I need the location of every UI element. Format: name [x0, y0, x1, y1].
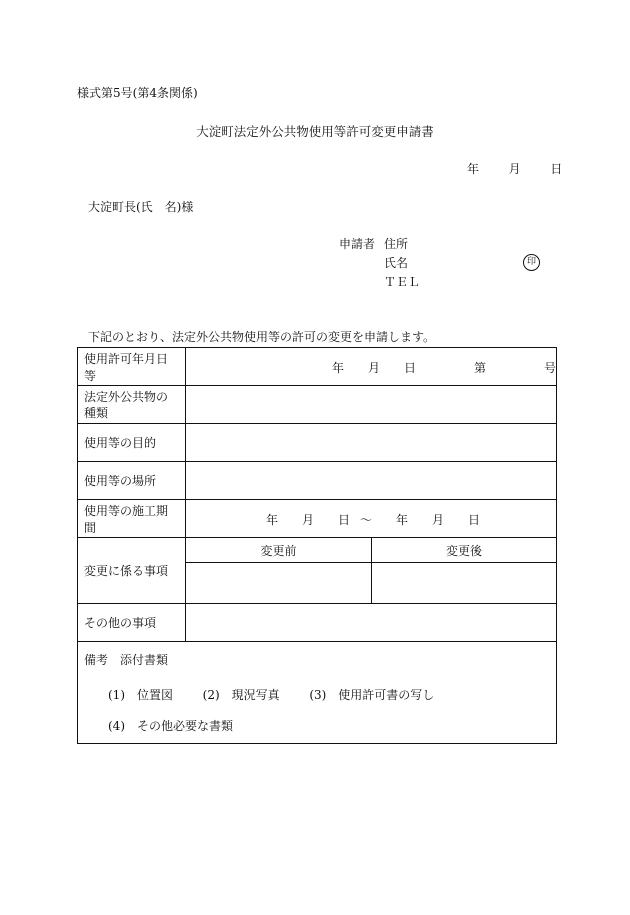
document-title: 大淀町法定外公共物使用等許可変更申請書	[196, 124, 434, 139]
date-month: 月	[508, 162, 521, 176]
seal-icon: 印	[523, 254, 540, 271]
tel-label: ＴＥＬ	[384, 275, 421, 289]
date-year: 年	[467, 162, 480, 176]
attachment-4: (4) その他必要な書類	[108, 719, 233, 733]
period-month-end: 月	[432, 512, 445, 527]
period-label: 使用等の施工期間	[78, 500, 186, 538]
permit-no-suffix: 号	[544, 360, 557, 375]
type-field[interactable]	[186, 386, 557, 424]
attachments-line-1	[108, 686, 550, 703]
permit-date-field[interactable]	[186, 348, 557, 386]
address-label: 住所	[384, 237, 409, 251]
remarks-label: 備考 添付書類	[84, 653, 169, 667]
permit-date-label: 使用許可年月日等	[78, 348, 186, 386]
name-label: 氏名	[384, 256, 409, 270]
application-date	[467, 160, 562, 177]
row-change-header	[78, 538, 557, 563]
attachments-line-2	[108, 717, 550, 734]
row-other	[78, 604, 557, 642]
after-label: 変更後	[372, 538, 557, 563]
period-year-start: 年	[266, 512, 279, 527]
row-permit-date	[78, 348, 557, 386]
period-tilde: ～	[360, 512, 373, 527]
period-day-start: 日	[338, 512, 351, 527]
applicant-label: 申請者	[339, 237, 376, 251]
permit-no-prefix: 第	[474, 360, 487, 375]
location-label: 使用等の場所	[78, 462, 186, 500]
permit-day: 日	[404, 360, 417, 375]
remarks-cell	[78, 642, 557, 744]
permit-year: 年	[332, 360, 345, 375]
row-type	[78, 386, 557, 424]
intro-text: 下記のとおり、法定外公共物使用等の許可の変更を申請します。	[88, 330, 436, 344]
attachment-3: (3) 使用許可書の写し	[309, 688, 435, 702]
permit-month: 月	[368, 360, 381, 375]
date-day: 日	[550, 162, 563, 176]
purpose-label: 使用等の目的	[78, 424, 186, 462]
row-remarks	[78, 642, 557, 744]
before-label: 変更前	[186, 538, 372, 563]
change-label: 変更に係る事項	[78, 538, 186, 604]
period-month-start: 月	[302, 512, 315, 527]
addressee: 大淀町長(氏 名)様	[88, 200, 194, 214]
row-location	[78, 462, 557, 500]
applicant-fields	[384, 235, 420, 292]
attachment-2: (2) 現況写真	[202, 688, 280, 702]
row-purpose	[78, 424, 557, 462]
period-field[interactable]	[186, 500, 557, 538]
form-number: 様式第5号(第4条関係)	[77, 86, 198, 100]
period-year-end: 年	[396, 512, 409, 527]
type-label: 法定外公共物の種類	[78, 386, 186, 424]
other-label: その他の事項	[78, 604, 186, 642]
purpose-field[interactable]	[186, 424, 557, 462]
row-period	[78, 500, 557, 538]
other-field[interactable]	[186, 604, 557, 642]
location-field[interactable]	[186, 462, 557, 500]
before-field[interactable]	[186, 563, 372, 604]
application-table	[77, 347, 557, 744]
period-day-end: 日	[468, 512, 481, 527]
attachment-1: (1) 位置図	[108, 688, 173, 702]
after-field[interactable]	[372, 563, 557, 604]
